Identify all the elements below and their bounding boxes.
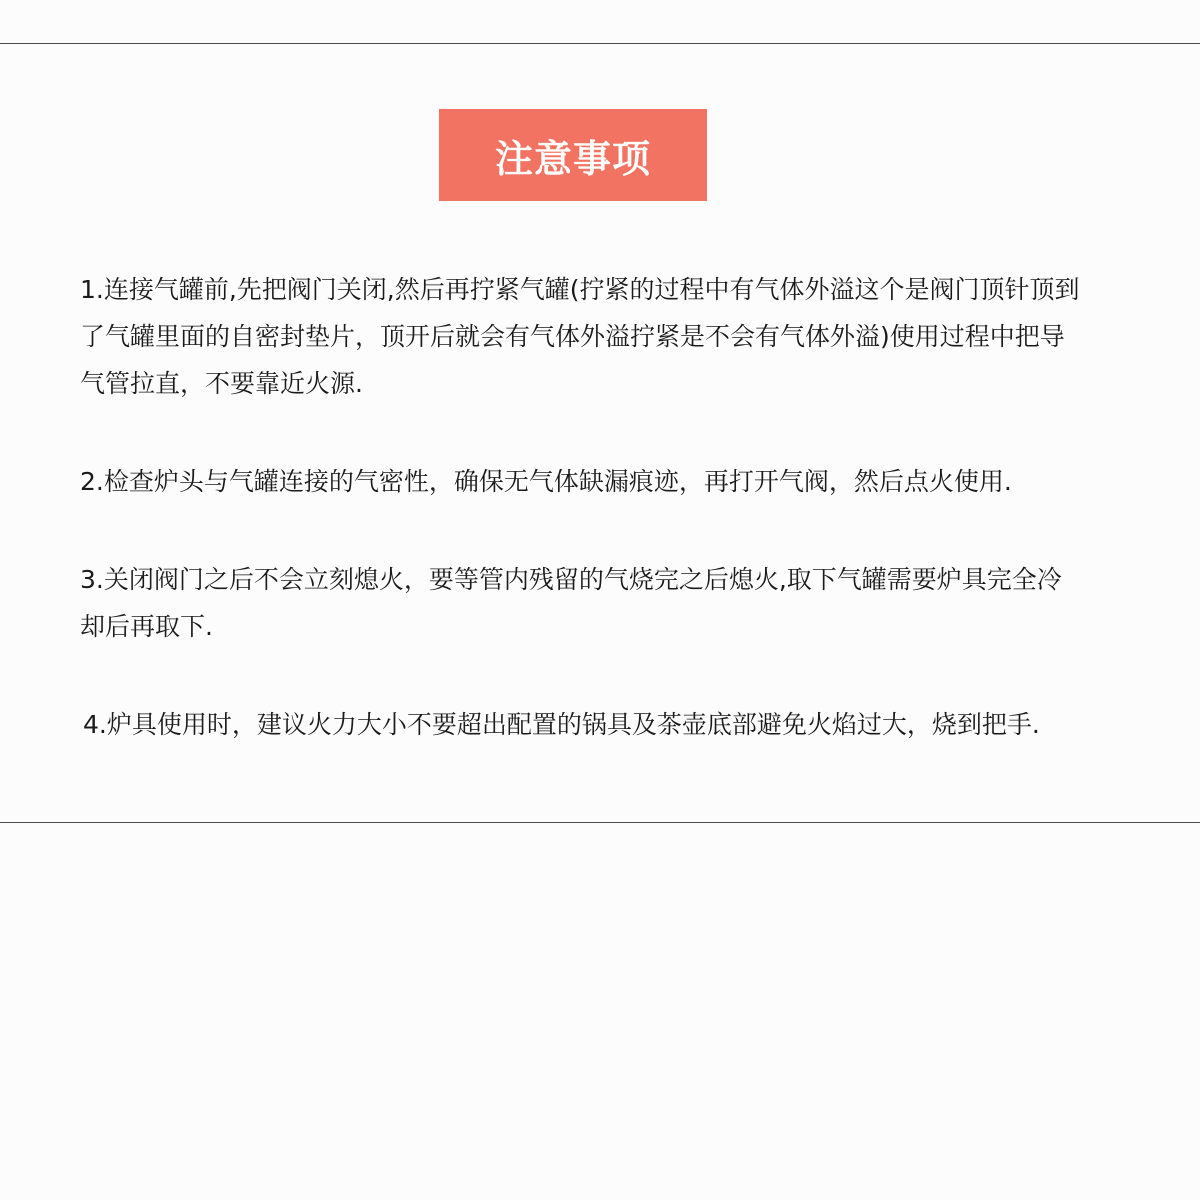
bottom-divider	[0, 822, 1200, 823]
top-divider	[0, 43, 1200, 44]
note-item-2: 2.检查炉头与气罐连接的气密性，确保无气体缺漏痕迹，再打开气阀，然后点火使用.	[80, 467, 1012, 496]
note-item-4: 4.炉具使用时，建议火力大小不要超出配置的锅具及茶壶底部避免火焰过大，烧到把手.	[83, 710, 1040, 739]
note-item-3: 3.关闭阀门之后不会立刻熄火，要等管内残留的气烧完之后熄火,取下气罐需要炉具完全冷 却后再取下.	[80, 565, 1062, 641]
note-item-1: 1.连接气罐前,先把阀门关闭,然后再拧紧气罐(拧紧的过程中有气体外溢这个是阀门顶针顶到 了气罐里面的自密封垫片，顶开后就会有气体外溢拧紧是不会有气体外溢)使用过程中把导 气管拉直，不要靠近火源.	[80, 275, 1080, 398]
notes-list	[80, 266, 1160, 799]
title-banner	[439, 109, 707, 201]
page-title: 注意事项	[494, 136, 651, 181]
